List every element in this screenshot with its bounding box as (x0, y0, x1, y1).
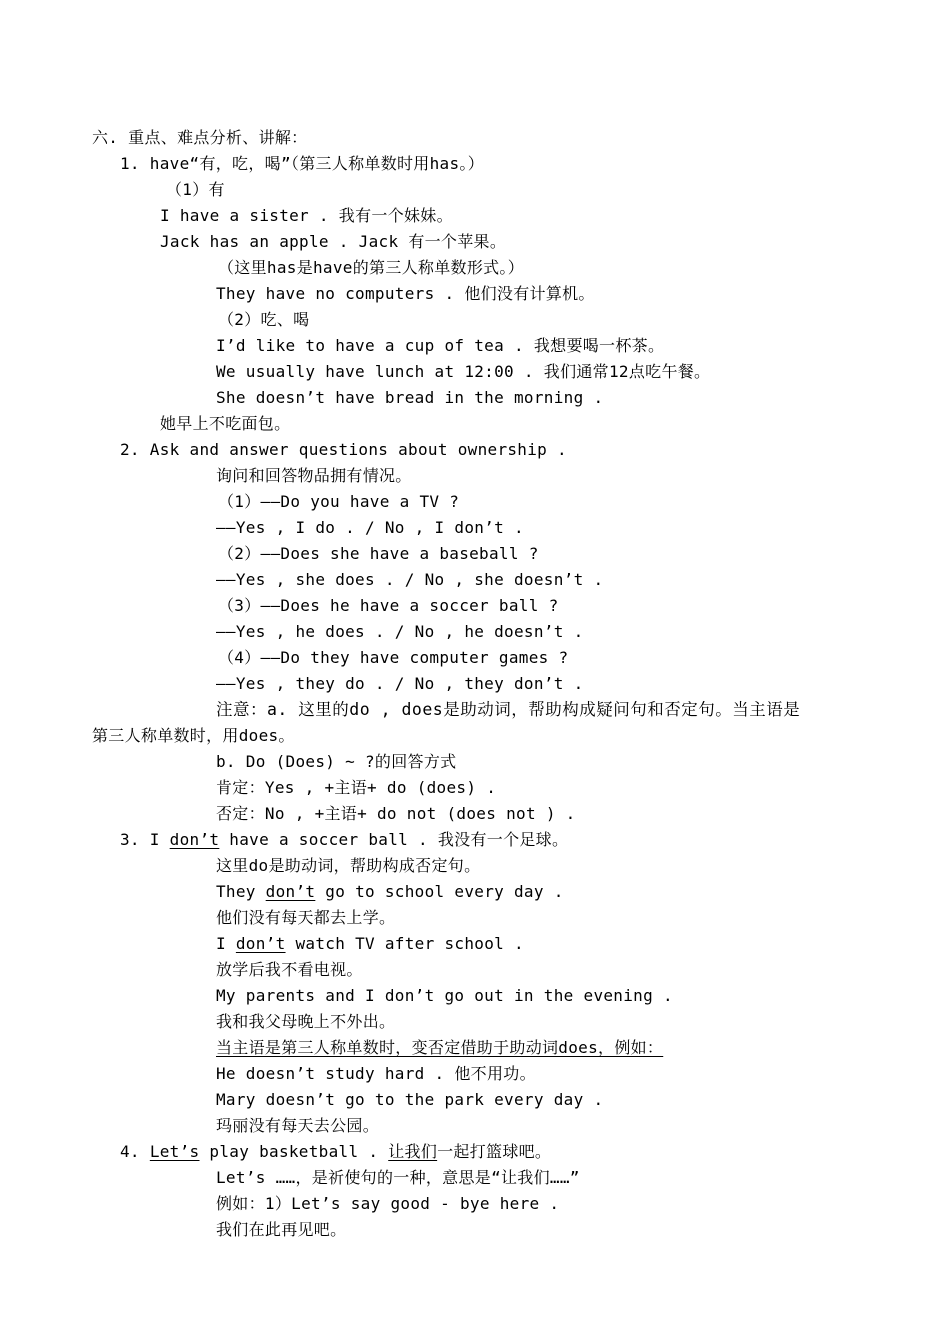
note-line: b. Do (Does) ~ ?的回答方式 (216, 752, 457, 771)
underlined-word: don’t (169, 830, 220, 849)
answer-line: ——Yes , they do . / No , they don’t . (216, 674, 584, 693)
question-line: （4）——Do they have computer games ? (218, 648, 569, 667)
note-line: 第三人称单数时，用does。 (92, 726, 295, 745)
underlined-word: don’t (265, 882, 316, 901)
rule-line: 当主语是第三人称单数时，变否定借助于助动词does，例如： (216, 1038, 664, 1057)
question-line: （2）——Does she have a baseball ? (218, 544, 539, 563)
underlined-word: don’t (235, 934, 286, 953)
answer-line: ——Yes , she does . / No , she doesn’t . (216, 570, 604, 589)
example-line: They don’t go to school every day . (216, 882, 564, 901)
point-1-sub-eat-drink: （2）吃、喝 (218, 310, 310, 329)
example-line: My parents and I don’t go out in the evening . (216, 986, 673, 1005)
example-line: We usually have lunch at 12:00 . 我们通常12点吃午餐。 (216, 362, 711, 381)
example-line: 例如：1）Let’s say good - bye here . (216, 1194, 560, 1213)
translation-line: 我和我父母晚上不外出。 (216, 1012, 396, 1031)
example-line: Mary doesn’t go to the park every day . (216, 1090, 604, 1109)
note-line: Let’s ……，是祈使句的一种，意思是“让我们……” (216, 1168, 580, 1187)
answer-line: ——Yes , I do . / No , I don’t . (216, 518, 524, 537)
section-heading: 六. 重点、难点分析、讲解： (92, 128, 308, 147)
example-line: They have no computers . 他们没有计算机。 (216, 284, 595, 303)
translation-line: 放学后我不看电视。 (216, 960, 363, 979)
point-2-title: 2. Ask and answer questions about ownership . (120, 440, 567, 459)
example-line: I don’t watch TV after school . (216, 934, 524, 953)
point-3-title: 3. I don’t have a soccer ball . 我没有一个足球。 (120, 830, 569, 849)
example-line: She doesn’t have bread in the morning . (216, 388, 604, 407)
example-line: He doesn’t study hard . 他不用功。 (216, 1064, 536, 1083)
translation-line: 他们没有每天都去上学。 (216, 908, 396, 927)
underlined-word: Let’s (149, 1142, 200, 1161)
point-1-title: 1. have“有，吃，喝”（第三人称单数时用has。） (120, 154, 484, 173)
translation-line: 我们在此再见吧。 (216, 1220, 347, 1239)
question-line: （1）——Do you have a TV ? (218, 492, 460, 511)
translation-line: 玛丽没有每天去公园。 (216, 1116, 380, 1135)
example-line: I have a sister . 我有一个妹妹。 (160, 206, 453, 225)
note-line: （这里has是have的第三人称单数形式。） (218, 258, 525, 277)
translation-line: 询问和回答物品拥有情况。 (216, 466, 412, 485)
translation-line: 她早上不吃面包。 (160, 414, 291, 433)
example-line: Jack has an apple . Jack 有一个苹果。 (160, 232, 507, 251)
affirmative-pattern: 肯定：Yes , +主语+ do (does) . (216, 778, 497, 797)
negative-pattern: 否定：No , +主语+ do not (does not ) . (216, 804, 576, 823)
note-line: 这里do是助动词，帮助构成否定句。 (216, 856, 481, 875)
underlined-word: 让我们 (388, 1142, 438, 1161)
answer-line: ——Yes , he does . / No , he doesn’t . (216, 622, 584, 641)
note-line: 注意：a. 这里的do , does是助动词，帮助构成疑问句和否定句。当主语是 (216, 700, 801, 719)
point-1-sub-have: （1）有 (166, 180, 225, 199)
point-4-title: 4. Let’s play basketball . 让我们一起打篮球吧。 (120, 1142, 552, 1161)
example-line: I’d like to have a cup of tea . 我想要喝一杯茶。 (216, 336, 665, 355)
question-line: （3）——Does he have a soccer ball ? (218, 596, 559, 615)
